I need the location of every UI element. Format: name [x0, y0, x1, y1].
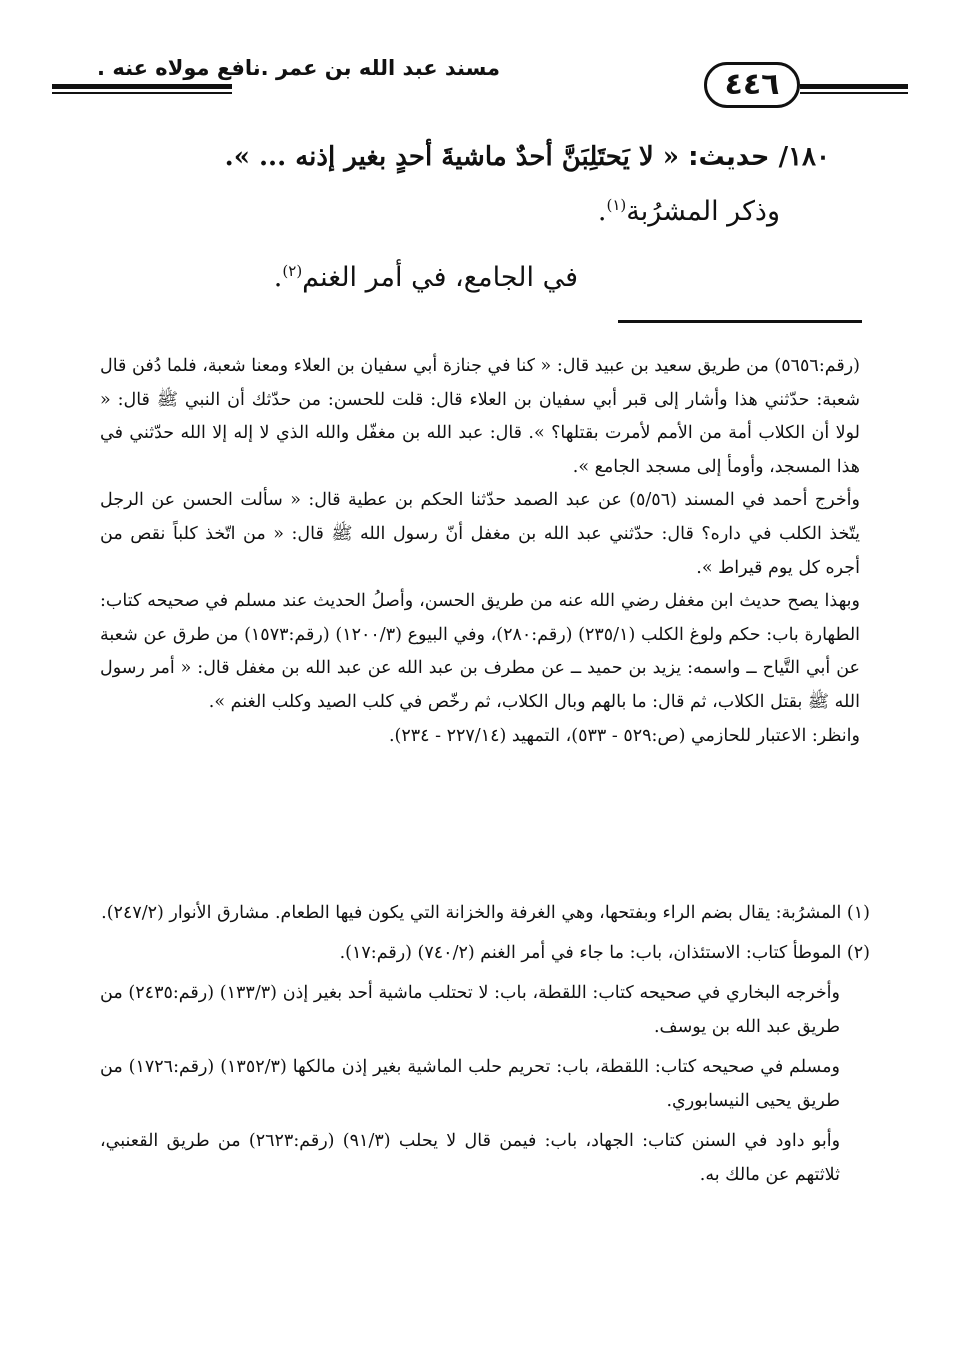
body-paragraph: وأخرج أحمد في المسند (٥/٥٦) عن عبد الصمد حدّثنا الحكم بن عطية قال: « سألت الحسن عن الرجل يتّخذ الكلب في داره؟ قال: حدّثني عبد الله بن مغفل أنّ رسول الله ﷺ قال: « من اتّخذ كلباً نقص من أجره كل يوم قيراط ». — [100, 490, 860, 578]
mashruba-line — [280, 196, 780, 227]
running-title: مسند عبد الله بن عمر .نافع مولاه عنه . — [97, 56, 500, 80]
mashruba-text: وذكر المشرُبة — [626, 196, 780, 227]
hadith-label: حديث: — [688, 142, 770, 172]
page-number: ٤٤٦ — [704, 62, 800, 108]
header-rule-left — [52, 84, 232, 89]
continuation-text — [100, 350, 860, 753]
body-paragraph: (رقم:٥٦٥٦) من طريق سعيد بن عبيد قال: « كنا في جنازة أبي سفيان بن العلاء ومعنا شعبة، فلما دُفن قال شعبة: حدّثني هذا وأشار إلى قبر أبي سفيان بن العلاء قال: قلت للحسن: من حدّثك أن النبي ﷺ قال: « لولا أن الكلاب أمة من الأمم لأمرت بقتلها؟ ». قال: عبد الله بن مغفّل والله الذي لا إله إلا الله حدّثني في هذا المسجد، وأومأ إلى مسجد الجامع ». — [100, 356, 860, 477]
header-rule-left-thin — [52, 92, 232, 94]
footnote-ref-1: (١) — [606, 196, 627, 214]
footnote-2-abudawud: وأبو داود في السنن كتاب: الجهاد، باب: فيمن قال لا يحلب (٩١/٣) (رقم:٢٦٢٣) من طريق القعنبي، ثلاثتهم عن مالك به. — [100, 1131, 841, 1185]
footnote-ref-2: (٢) — [282, 262, 303, 280]
body-paragraph: وبهذا يصح حديث ابن مغفل رضي الله عنه من طريق الحسن، وأصلُ الحديث عند مسلم في صحيحه كتاب: الطهارة باب: حكم ولوغ الكلب (٢٣٥/١) (رقم:٢٨٠)، وفي البيوع (١٢٠٠/٣) (رقم:١٥٧٣) من طرق عن شعبة عن أبي التَّياح ــ واسمه: يزيد بن حميد ــ عن مطرف بن عبد الله عن عبد الله بن مغفل قال: « أمر رسول الله ﷺ بقتل الكلاب، ثم قال: ما بالهم وبال الكلاب، ثم رخّص في كلب الصيد وكلب الغنم ». — [100, 591, 861, 712]
footnotes — [100, 896, 870, 1198]
footnote-divider — [618, 320, 862, 323]
hadith-number: ١٨٠/ — [778, 142, 830, 172]
jami-line — [178, 262, 578, 293]
body-paragraph: وانظر: الاعتبار للحازمي (ص:٥٢٩ - ٥٣٣)، التمهيد (٢٢٧/١٤ - ٢٣٤). — [388, 725, 860, 746]
footnote-2-bukhari: وأخرجه البخاري في صحيحه كتاب: اللقطة، باب: لا تحتلب ماشية أحد بغير إذن (١٣٣/٣) (رقم:٢٤٣٥) من طريق عبد الله بن يوسف. — [100, 983, 840, 1037]
mashruba-end: . — [597, 196, 607, 227]
jami-end: . — [273, 262, 283, 293]
hadith-text: « لا يَحتَلِبَنَّ أحدٌ ماشيةَ أحدٍ بغير إذنه ... ». — [224, 142, 680, 172]
footnote-1: (١) المشرُبة: يقال بضم الراء وبفتحها، وهي الغرفة والخزانة التي يكون فيها الطعام. مشارق الأنوار (٢٤٧/٢). — [101, 903, 870, 923]
header-rule-right — [800, 84, 908, 89]
hadith-heading — [130, 142, 830, 172]
header-rule-right-thin — [800, 92, 908, 94]
footnote-2-muslim: ومسلم في صحيحه كتاب: اللقطة، باب: تحريم حلب الماشية بغير إذن مالكها (١٣٥٢/٣) (رقم:١٧٢٦) من طريق يحيى النيسابوري. — [100, 1057, 840, 1111]
footnote-2: (٢) الموطأ كتاب: الاستئذان، باب: ما جاء في أمر الغنم (٧٤٠/٢) (رقم:١٧). — [339, 943, 870, 963]
jami-text: في الجامع، في أمر الغنم — [302, 262, 578, 293]
